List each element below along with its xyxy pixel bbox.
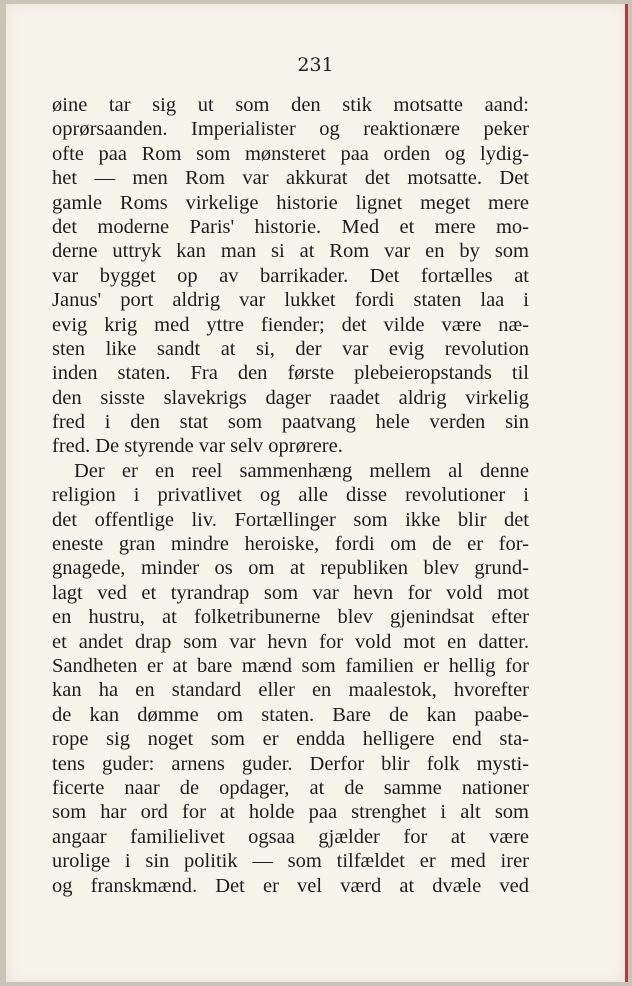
- text-line: inden staten. Fra den første plebeieropstands til: [52, 362, 529, 385]
- text-line: tens guder: arnens guder. Derfor blir folk mysti-: [52, 752, 529, 775]
- text-line: som har ord for at holde paa strenghet i alt som: [52, 801, 529, 824]
- text-line: sten like sandt at si, der var evig revolution: [52, 337, 529, 360]
- text-line: eneste gran mindre heroiske, fordi om de er for-: [52, 533, 529, 556]
- text-line: Sandheten er at bare mænd som familien er hellig for: [52, 654, 529, 677]
- text-line: religion i privatlivet og alle disse revolutioner i: [52, 484, 529, 507]
- text-line: kan ha en standard eller en maalestok, hvorefter: [52, 679, 529, 702]
- text-line: gnagede, minder os om at republiken blev grund-: [52, 557, 529, 580]
- text-line: den sisste slavekrigs dager raadet aldrig virkelig: [52, 386, 529, 409]
- text-line: øine tar sig ut som den stik motsatte aand:: [52, 94, 529, 116]
- paragraph-1: [52, 93, 529, 459]
- text-line: de kan dømme om staten. Bare de kan paabe-: [52, 703, 529, 726]
- text-line: gamle Roms virkelige historie lignet meget mere: [52, 191, 529, 214]
- text-line: angaar familielivet ogsaa gjælder for at være: [52, 825, 529, 848]
- text-line: Der er en reel sammenhæng mellem al denne: [74, 459, 529, 482]
- text-line: fred i den stat som paatvang hele verden sin: [52, 411, 529, 434]
- text-line: lagt ved et tyrandrap som var hevn for vold mot: [52, 581, 529, 604]
- text-line: det moderne Paris' historie. Med et mere mo-: [52, 215, 529, 238]
- text-line: rope sig noget som er endda helligere end sta-: [52, 728, 529, 751]
- text-line: var bygget op av barrikader. Det fortælles at: [52, 264, 529, 287]
- text-line: het — men Rom var akkurat det motsatte. Det: [52, 167, 529, 190]
- text-line: derne uttryk kan man si at Rom var en by som: [52, 240, 529, 263]
- page-number: 231: [297, 54, 334, 76]
- book-page: [6, 4, 628, 982]
- text-line: evig krig med yttre fiender; det vilde være næ-: [52, 313, 529, 336]
- paragraph-2: [52, 459, 529, 898]
- text-line: urolige i sin politik — som tilfældet er med irer: [52, 850, 529, 873]
- text-line: og franskmænd. Det er vel værd at dvæle ved: [52, 874, 529, 897]
- text-line: oprørsaanden. Imperialister og reaktionære peker: [52, 118, 529, 141]
- text-line: Janus' port aldrig var lukket fordi staten laa i: [52, 289, 529, 312]
- text-line: et andet drap som var hevn for vold mot en datter.: [52, 630, 529, 653]
- text-line: ofte paa Rom som mønsteret paa orden og lydig-: [52, 142, 529, 165]
- text-line: fred. De styrende var selv oprørere.: [52, 435, 343, 458]
- body-text: [52, 93, 529, 898]
- text-line: det offentlige liv. Fortællinger som ikke blir det: [52, 508, 529, 531]
- text-line: en hustru, at folketribunerne blev gjenindsat efter: [52, 606, 529, 629]
- text-line: ficerte naar de opdager, at de samme nationer: [52, 776, 529, 799]
